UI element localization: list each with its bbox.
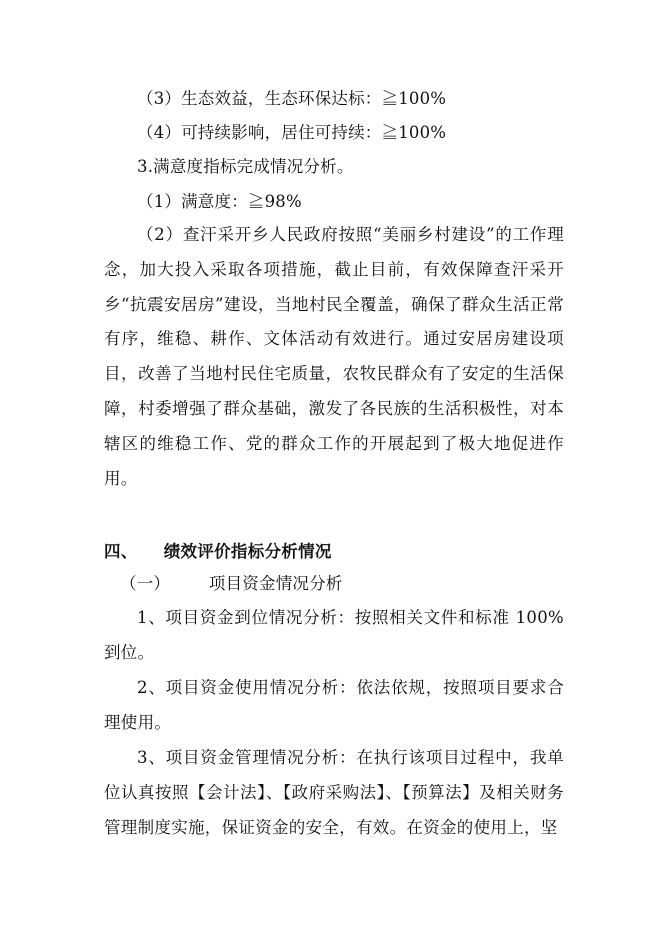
section-4-title: 绩效评价指标分析情况	[163, 542, 332, 561]
funds-usage-paragraph: 2、项目资金使用情况分析：依法依规，按照项目要求合理使用。	[104, 678, 564, 732]
satisfaction-value-line: （1）满意度：≧98%	[137, 192, 302, 211]
funds-management-paragraph: 3、项目资金管理情况分析：在执行该项目过程中，我单位认真按照【会计法】、【政府采购法】、【预算法】及相关财务管理制度实施，保证资金的安全，有效。在资金的使用上，坚	[104, 748, 564, 837]
satisfaction-heading: 3.满意度指标完成情况分析。	[137, 157, 354, 176]
section-4-number: 四、	[104, 542, 138, 561]
sustainability-line: （4）可持续影响，居住可持续：≧100%	[137, 123, 447, 142]
subsection-1-number: （一）	[120, 574, 171, 593]
subsection-1-heading	[120, 573, 343, 595]
satisfaction-detail-paragraph: （2）查汗采开乡人民政府按照“美丽乡村建设”的工作理念，加大投入采取各项措施，截止目前，有效保障查汗采开乡“抗震安居房”建设，当地村民全覆盖，确保了群众生活正常有序，维稳、耕作、文体活动有效进行。通过安居房建设项目，改善了当地村民住宅质量，农牧民群众有了安定的生活保障，村委增强了群众基础，激发了各民族的生活积极性，对本辖区的维稳工作、党的群众工作的开展起到了极大地促进作用。	[104, 225, 564, 488]
section-4-heading	[104, 541, 332, 563]
funds-arrival-paragraph: 1、项目资金到位情况分析：按照相关文件和标准 100%到位。	[104, 608, 564, 662]
eco-benefit-line: （3）生态效益，生态环保达标：≧100%	[137, 89, 447, 108]
subsection-1-title: 项目资金情况分析	[208, 574, 343, 593]
